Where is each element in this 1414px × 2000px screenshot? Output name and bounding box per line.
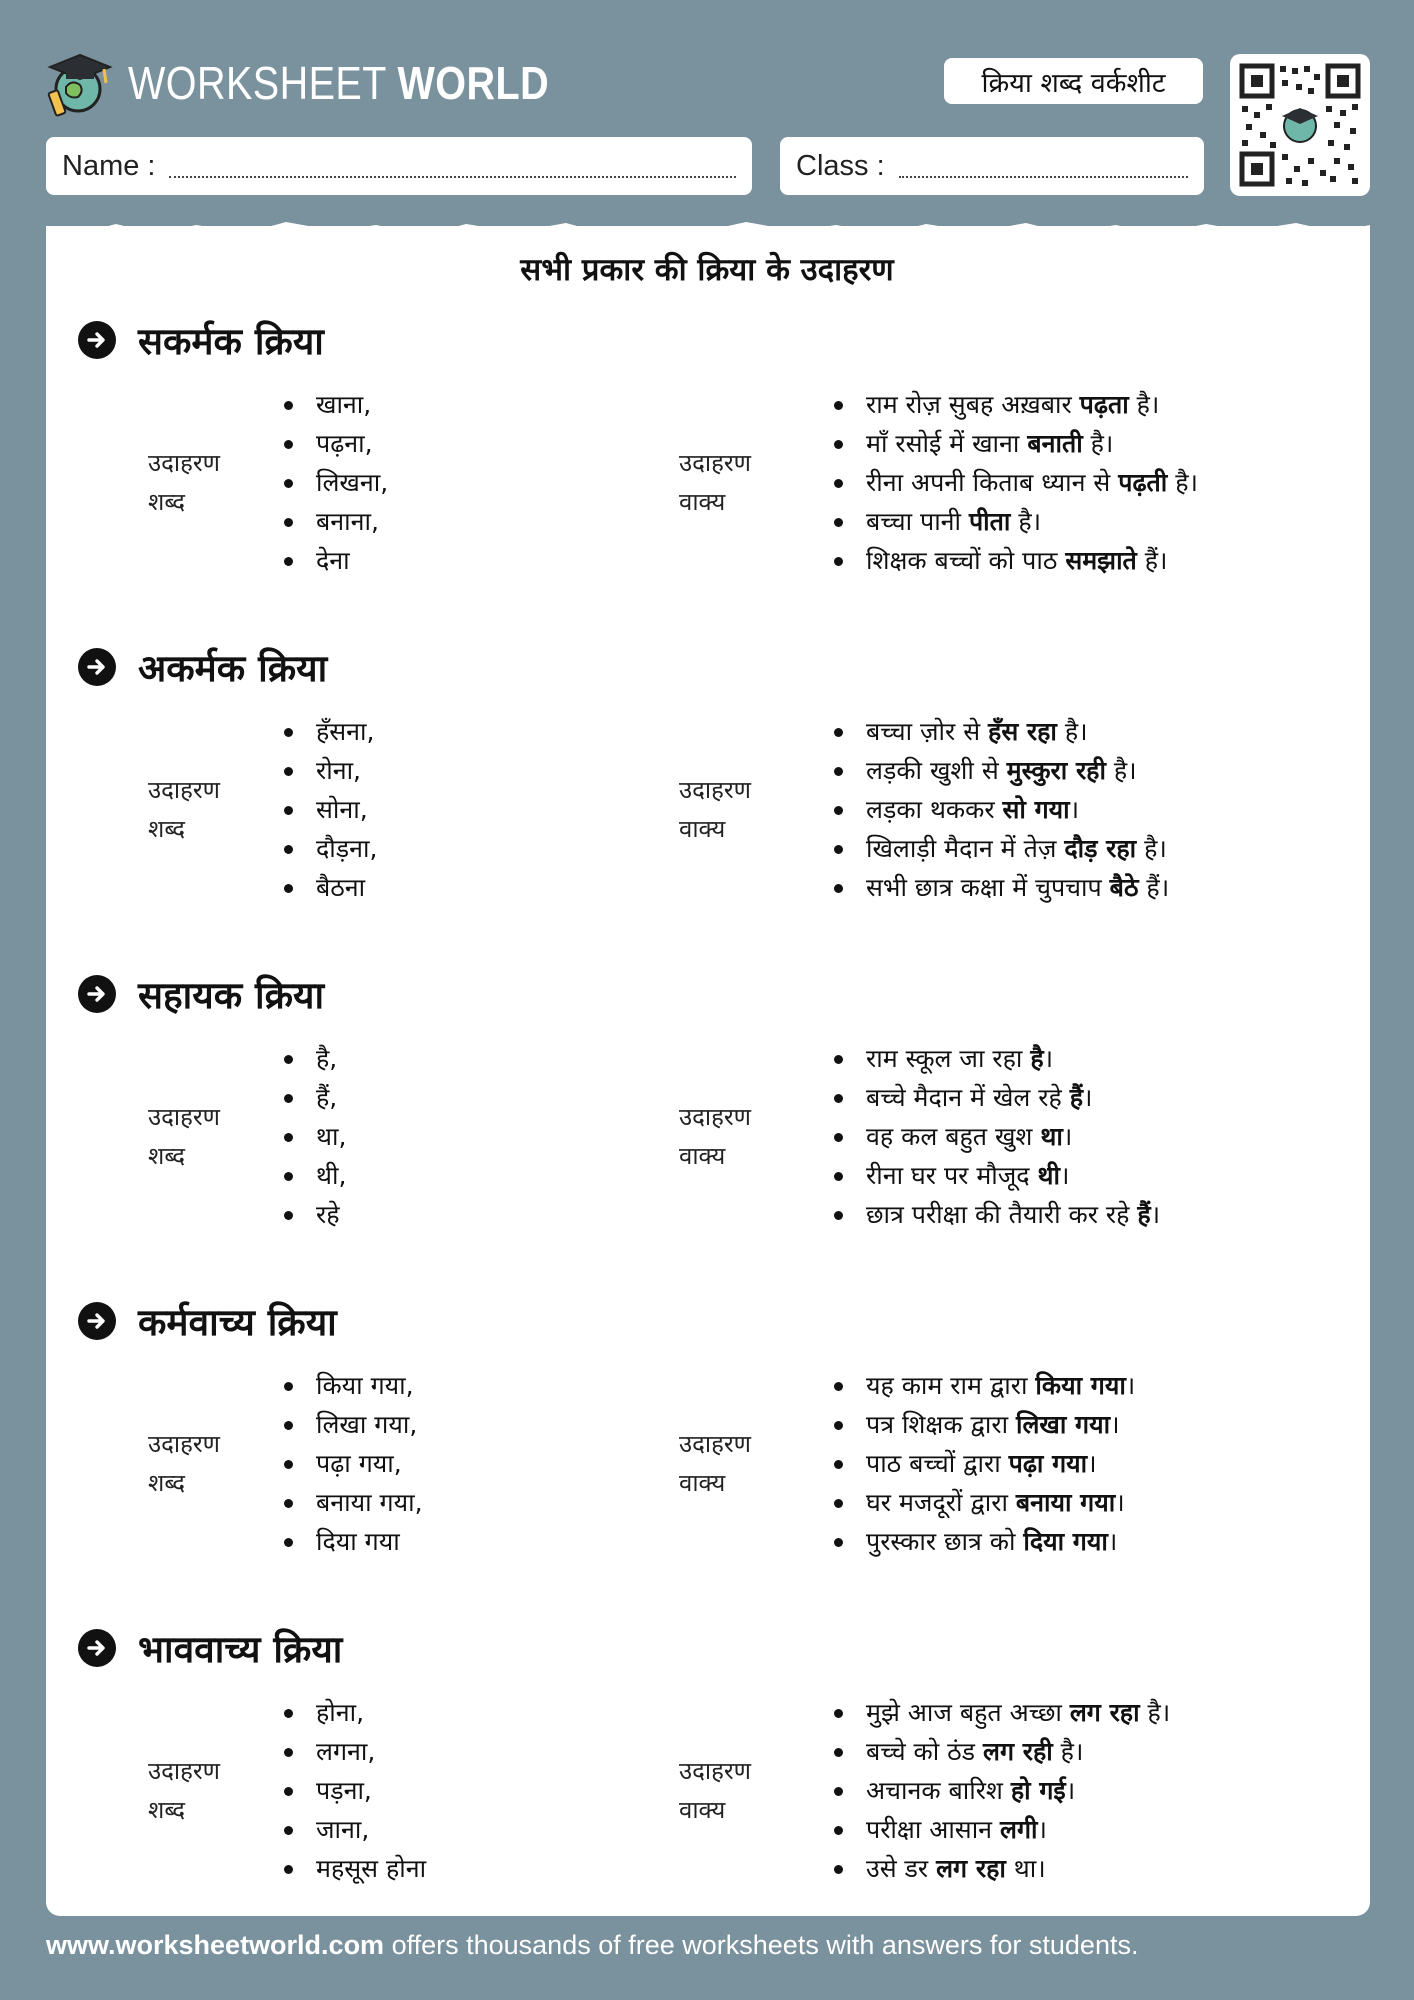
- example-sentence: [832, 502, 1198, 541]
- sentence-text: पुरस्कार छात्र को: [866, 1527, 1024, 1556]
- sentence-ending: ।: [1150, 1200, 1161, 1229]
- sentence-ending: है।: [1052, 1737, 1084, 1766]
- sentence-text: सभी छात्र कक्षा में चुपचाप: [866, 873, 1110, 902]
- example-word: पढ़ना,: [282, 424, 388, 463]
- sentence-text: शिक्षक बच्चों को पाठ: [866, 546, 1066, 575]
- words-label: उदाहरण शब्द: [148, 1103, 221, 1170]
- example-sentence: [832, 424, 1198, 463]
- sentence-text: छात्र परीक्षा की तैयारी कर रहे: [866, 1200, 1138, 1229]
- verb-highlight: पीता: [968, 507, 1011, 536]
- name-label: Name :: [62, 149, 156, 182]
- example-word: बनाना,: [282, 502, 388, 541]
- example-sentence: [832, 1117, 1160, 1156]
- arrow-right-circle-icon: [78, 648, 116, 686]
- sentence-ending: हैं।: [1138, 873, 1170, 902]
- verb-highlight: लग रहा: [936, 1854, 1006, 1883]
- verb-highlight: है: [1030, 1044, 1044, 1073]
- words-label: उदाहरण शब्द: [148, 1757, 221, 1824]
- words-label: उदाहरण शब्द: [148, 449, 221, 516]
- example-sentence: [832, 1078, 1160, 1117]
- example-sentence: [832, 1366, 1135, 1405]
- sentence-ending: है।: [1056, 717, 1088, 746]
- verb-highlight: दिया गया: [1023, 1527, 1108, 1556]
- sentence-text: माँ रसोई में खाना: [866, 429, 1028, 458]
- footer-text: www.worksheetworld.com offers thousands of free worksheets with answers for students.: [46, 1930, 1139, 1960]
- example-sentence: [832, 1522, 1135, 1561]
- example-sentence: [832, 463, 1198, 502]
- example-word: होना,: [282, 1693, 426, 1732]
- example-sentence: [832, 1156, 1160, 1195]
- verb-highlight: दौड़ रहा: [1064, 834, 1137, 863]
- sentence-ending: है।: [1139, 1698, 1171, 1727]
- sentence-ending: ।: [1065, 1776, 1076, 1805]
- sentences-label: उदाहरण वाक्य: [679, 1103, 752, 1170]
- example-sentence: [832, 1732, 1170, 1771]
- sentence-text: वह कल बहुत खुश: [866, 1122, 1041, 1151]
- sentence-text: परीक्षा आसान: [866, 1815, 1000, 1844]
- sentence-ending: ।: [1062, 1122, 1073, 1151]
- sentence-ending: ।: [1110, 1410, 1120, 1439]
- example-word-list: [282, 385, 388, 580]
- verb-highlight: लिखा गया: [1016, 1410, 1111, 1439]
- verb-highlight: लगी: [1000, 1815, 1038, 1844]
- arrow-right-circle-icon: [78, 1302, 116, 1340]
- example-word-list: [282, 1039, 346, 1234]
- verb-highlight: सो गया: [1002, 795, 1070, 824]
- example-sentence: [832, 1849, 1170, 1888]
- verb-highlight: पढ़ा गया: [1008, 1449, 1088, 1478]
- sentence-text: मुझे आज बहुत अच्छा: [866, 1698, 1070, 1727]
- sentence-text: पाठ बच्चों द्वारा: [866, 1449, 1009, 1478]
- sentence-ending: है।: [1136, 834, 1167, 863]
- example-word: जाना,: [282, 1810, 426, 1849]
- sentence-text: बच्चे को ठंड: [866, 1737, 983, 1766]
- verb-highlight: हँस रहा: [988, 717, 1057, 746]
- brand-name: WORKSHEET WORLD: [128, 57, 550, 109]
- verb-highlight: हैं: [1069, 1083, 1084, 1112]
- sentence-text: खिलाड़ी मैदान में तेज़: [866, 834, 1065, 863]
- name-line[interactable]: [169, 176, 736, 178]
- verb-highlight: बैठे: [1109, 873, 1139, 902]
- section-title: सकर्मक क्रिया: [138, 320, 324, 363]
- sentence-text: बच्चा ज़ोर से: [866, 717, 989, 746]
- example-word: बनाया गया,: [282, 1483, 423, 1522]
- sentence-text: रीना अपनी किताब ध्यान से: [866, 468, 1119, 497]
- sentence-ending: ।: [1087, 1449, 1097, 1478]
- section-heading: [78, 314, 324, 365]
- verb-highlight: हैं: [1137, 1200, 1151, 1229]
- sentence-text: उसे डर: [866, 1854, 937, 1883]
- class-field[interactable]: [780, 137, 1204, 195]
- example-word: खाना,: [282, 385, 388, 424]
- example-sentence: [832, 1810, 1170, 1849]
- example-word: पड़ना,: [282, 1771, 426, 1810]
- section-title: सहायक क्रिया: [138, 974, 325, 1017]
- section-heading: [78, 1295, 337, 1346]
- sentence-text: घर मजदूरों द्वारा: [866, 1488, 1016, 1517]
- example-word: लिखना,: [282, 463, 388, 502]
- example-word: लगना,: [282, 1732, 426, 1771]
- sentence-text: बच्चे मैदान में खेल रहे: [866, 1083, 1070, 1112]
- example-sentence: [832, 541, 1198, 580]
- example-sentence: [832, 1039, 1160, 1078]
- example-sentence: [832, 751, 1169, 790]
- sentence-ending: ।: [1107, 1527, 1118, 1556]
- section-heading: [78, 1622, 342, 1673]
- name-field[interactable]: [46, 137, 752, 195]
- page-title: सभी प्रकार की क्रिया के उदाहरण: [520, 252, 894, 288]
- sentence-ending: ।: [1115, 1488, 1125, 1517]
- torn-edge: [46, 216, 1370, 250]
- example-sentence: [832, 790, 1169, 829]
- example-sentence: [832, 1693, 1170, 1732]
- example-word-list: [282, 712, 377, 907]
- arrow-right-circle-icon: [78, 1629, 116, 1667]
- section-heading: [78, 641, 327, 692]
- topic-tag: क्रिया शब्द वर्कशीट: [944, 58, 1203, 104]
- sentence-ending: था।: [1005, 1854, 1046, 1883]
- example-word: लिखा गया,: [282, 1405, 423, 1444]
- qr-code-icon: [1230, 54, 1370, 196]
- example-sentence-list: [832, 1693, 1170, 1888]
- verb-highlight: मुस्कुरा रही: [1006, 756, 1106, 785]
- example-word: महसूस होना: [282, 1849, 426, 1888]
- example-word: हैं,: [282, 1078, 346, 1117]
- arrow-right-circle-icon: [78, 975, 116, 1013]
- sentence-text: पत्र शिक्षक द्वारा: [866, 1410, 1016, 1439]
- example-word: रहे: [282, 1195, 346, 1234]
- section-title: कर्मवाच्य क्रिया: [138, 1301, 337, 1344]
- sentence-ending: है।: [1105, 756, 1137, 785]
- example-word: दिया गया: [282, 1522, 423, 1561]
- sentence-text: रीना घर पर मौजूद: [866, 1161, 1038, 1190]
- example-word: था,: [282, 1117, 346, 1156]
- verb-highlight: बनाया गया: [1015, 1488, 1116, 1517]
- verb-highlight: लग रहा: [1069, 1698, 1140, 1727]
- example-word: सोना,: [282, 790, 377, 829]
- verb-highlight: लग रही: [983, 1737, 1053, 1766]
- example-sentence: [832, 1405, 1135, 1444]
- sentence-ending: ।: [1059, 1161, 1070, 1190]
- sentence-ending: ।: [1037, 1815, 1047, 1844]
- example-sentence: [832, 1483, 1135, 1522]
- sentence-text: बच्चा पानी: [866, 507, 969, 536]
- example-sentence: [832, 1195, 1160, 1234]
- verb-highlight: थी: [1037, 1161, 1060, 1190]
- example-sentence: [832, 385, 1198, 424]
- example-sentence: [832, 829, 1169, 868]
- example-sentence: [832, 1444, 1135, 1483]
- brand-logo: [44, 42, 618, 124]
- sentence-ending: ।: [1069, 795, 1080, 824]
- sentence-ending: ।: [1125, 1371, 1136, 1400]
- sentence-text: अचानक बारिश: [866, 1776, 1011, 1805]
- sentence-ending: ।: [1083, 1083, 1093, 1112]
- arrow-right-circle-icon: [78, 321, 116, 359]
- example-sentence: [832, 1771, 1170, 1810]
- verb-highlight: बनाती: [1027, 429, 1083, 458]
- example-word: थी,: [282, 1156, 346, 1195]
- example-word: दौड़ना,: [282, 829, 377, 868]
- verb-highlight: पढ़ता: [1079, 390, 1129, 419]
- example-word: पढ़ा गया,: [282, 1444, 423, 1483]
- section-title: भाववाच्य क्रिया: [138, 1628, 343, 1671]
- sentence-ending: ।: [1043, 1044, 1054, 1073]
- verb-highlight: था: [1040, 1122, 1063, 1151]
- sentence-text: राम स्कूल जा रहा: [866, 1044, 1031, 1073]
- words-label: उदाहरण शब्द: [148, 776, 221, 843]
- sentence-ending: है।: [1082, 429, 1114, 458]
- sentence-ending: हैं।: [1136, 546, 1168, 575]
- verb-highlight: हो गई: [1010, 1776, 1066, 1805]
- sentence-text: लड़की खुशी से: [866, 756, 1007, 785]
- sentences-label: उदाहरण वाक्य: [679, 449, 752, 516]
- example-sentence-list: [832, 1366, 1135, 1561]
- sentence-ending: है।: [1167, 468, 1198, 497]
- sentence-ending: है।: [1010, 507, 1042, 536]
- verb-highlight: पढ़ती: [1118, 468, 1168, 497]
- example-word-list: [282, 1366, 423, 1561]
- example-sentence: [832, 868, 1169, 907]
- sentences-label: उदाहरण वाक्य: [679, 1757, 752, 1824]
- section-heading: [78, 968, 324, 1019]
- example-word: किया गया,: [282, 1366, 423, 1405]
- graduate-globe-logo-icon: [44, 47, 116, 119]
- sentence-ending: है।: [1128, 390, 1160, 419]
- example-word: बैठना: [282, 868, 377, 907]
- class-line[interactable]: [899, 176, 1188, 178]
- verb-highlight: समझाते: [1065, 546, 1137, 575]
- class-label: Class :: [796, 149, 885, 182]
- example-sentence-list: [832, 712, 1169, 907]
- sentences-label: उदाहरण वाक्य: [679, 1430, 752, 1497]
- example-sentence: [832, 712, 1169, 751]
- sentence-text: राम रोज़ सुबह अख़बार: [866, 390, 1080, 419]
- sentence-text: यह काम राम द्वारा: [866, 1371, 1036, 1400]
- words-label: उदाहरण शब्द: [148, 1430, 221, 1497]
- example-sentence-list: [832, 1039, 1160, 1234]
- example-word: देना: [282, 541, 388, 580]
- example-word: हँसना,: [282, 712, 377, 751]
- sentences-label: उदाहरण वाक्य: [679, 776, 752, 843]
- example-sentence-list: [832, 385, 1198, 580]
- example-word: रोना,: [282, 751, 377, 790]
- sentence-text: लड़का थककर: [866, 795, 1003, 824]
- verb-highlight: किया गया: [1035, 1371, 1126, 1400]
- example-word-list: [282, 1693, 426, 1888]
- section-title: अकर्मक क्रिया: [138, 647, 328, 690]
- example-word: है,: [282, 1039, 346, 1078]
